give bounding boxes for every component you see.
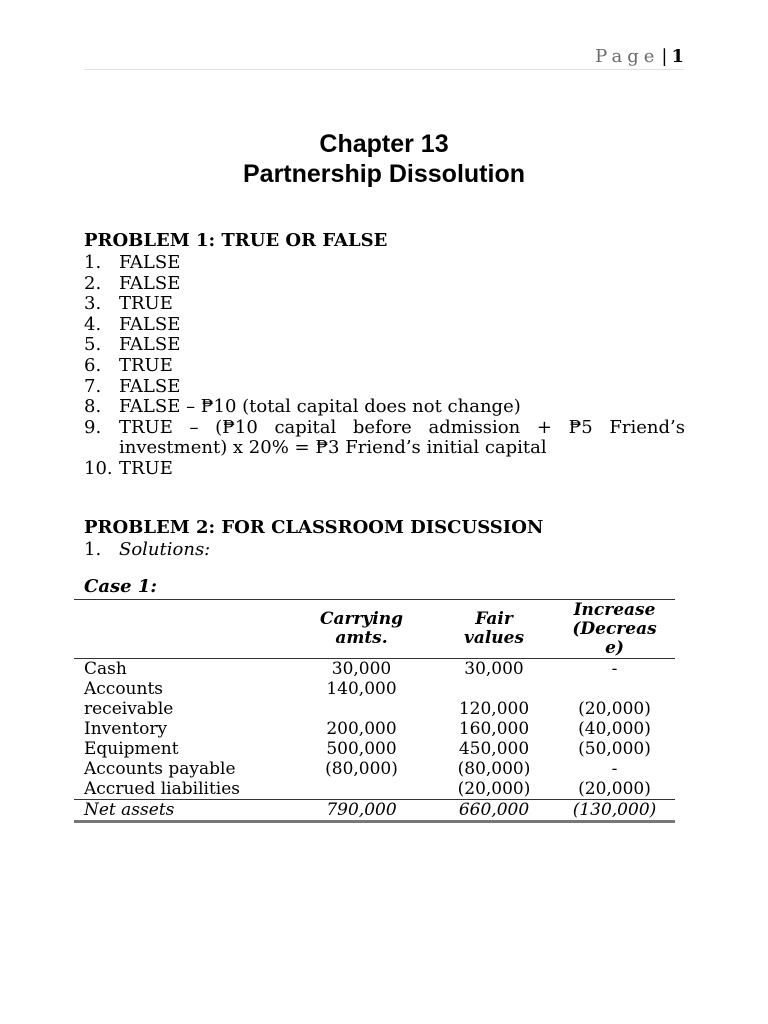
fair-cell: 120,000 [458, 699, 530, 719]
carrying-cell: (80,000) [325, 759, 398, 779]
fair-value-table [74, 599, 675, 823]
row-label: Inventory [84, 719, 168, 739]
item-answer: FALSE [119, 375, 181, 397]
item-number: 6. [84, 354, 102, 376]
page-number: 1 [671, 46, 684, 67]
table-row [74, 679, 675, 719]
change-cell: (20,000) [578, 699, 651, 719]
solutions-number: 1. [84, 539, 102, 560]
change-cell: - [611, 659, 618, 679]
item-number: 8. [84, 396, 102, 418]
carrying-cell: 500,000 [326, 739, 397, 759]
row-label-line1: Accounts [84, 679, 164, 699]
carrying-cell: 140,000 [326, 679, 397, 699]
list-item [84, 294, 685, 315]
total-carrying: 790,000 [326, 800, 397, 820]
carrying-cell: 200,000 [326, 719, 397, 739]
list-item [84, 397, 685, 418]
page-separator: | [661, 46, 668, 67]
list-item [84, 315, 685, 336]
header-fair-values: Fair values [463, 609, 525, 648]
case-label: Case 1: [84, 576, 158, 597]
change-cell: (40,000) [578, 719, 651, 739]
total-change: (130,000) [572, 800, 657, 820]
page-header [84, 46, 684, 67]
item-answer: TRUE [119, 293, 173, 315]
solutions-label: Solutions: [119, 539, 211, 560]
item-answer: TRUE – (₱10 capital before admission + ₱5 Friend’s investment) x 20% = ₱3 Friend’s initial capital [119, 416, 685, 459]
row-label [74, 679, 289, 719]
header-divider [84, 69, 684, 70]
problem1-heading: PROBLEM 1: TRUE OR FALSE [84, 230, 388, 251]
row-label: Cash [84, 659, 127, 679]
list-item [84, 356, 685, 377]
item-number: 2. [84, 272, 102, 294]
fair-cell: 30,000 [464, 659, 524, 679]
list-item [84, 377, 685, 398]
item-answer: FALSE [119, 334, 181, 356]
list-item [84, 459, 685, 480]
item-number: 9. [84, 416, 102, 438]
list-item [84, 253, 685, 274]
row-label-line2: receivable [84, 699, 174, 719]
item-answer: TRUE [119, 354, 173, 376]
fair-cell: (20,000) [457, 779, 531, 799]
chapter-number: Chapter 13 [319, 130, 449, 158]
item-answer: FALSE – ₱10 (total capital does not change) [119, 396, 521, 418]
list-item [84, 335, 685, 356]
change-cell: (50,000) [578, 739, 651, 759]
item-answer: FALSE [119, 252, 181, 273]
change-cell: (20,000) [578, 779, 651, 799]
row-label: Accounts payable [84, 759, 236, 779]
row-label: Accrued liabilities [84, 779, 240, 799]
item-answer: FALSE [119, 272, 181, 294]
item-number: 10. [84, 457, 113, 479]
item-answer: FALSE [119, 313, 181, 335]
header-increase-decrease: Increase (Decreas e) [572, 599, 657, 658]
item-number: 3. [84, 293, 102, 315]
total-fair: 660,000 [458, 800, 530, 820]
table-row [74, 739, 675, 759]
change-cell: - [611, 759, 618, 779]
chapter-title: Partnership Dissolution [243, 160, 525, 188]
table-header-row [74, 600, 675, 659]
carrying-cell: 30,000 [331, 659, 392, 679]
item-number: 1. [84, 252, 102, 273]
true-false-list [84, 253, 685, 480]
page-label: Page [595, 46, 660, 67]
table-row [74, 759, 675, 779]
fair-cell: (80,000) [457, 759, 531, 779]
fair-cell: 450,000 [458, 739, 530, 759]
problem2-heading: PROBLEM 2: FOR CLASSROOM DISCUSSION [84, 517, 544, 538]
table-row [74, 719, 675, 739]
fair-cell: 160,000 [458, 719, 530, 739]
item-number: 4. [84, 313, 102, 335]
carrying-cell [289, 779, 434, 800]
row-label: Equipment [84, 739, 179, 759]
total-row [74, 800, 675, 822]
header-label-col [74, 600, 289, 659]
total-label: Net assets [84, 800, 175, 820]
item-number: 7. [84, 375, 102, 397]
list-item [84, 418, 685, 459]
list-item [84, 274, 685, 295]
table-row [74, 659, 675, 680]
item-number: 5. [84, 334, 102, 356]
item-answer: TRUE [119, 457, 173, 479]
header-carrying-amounts: Carrying amts. [319, 609, 404, 648]
solutions-line [84, 539, 210, 560]
table-row [74, 779, 675, 800]
